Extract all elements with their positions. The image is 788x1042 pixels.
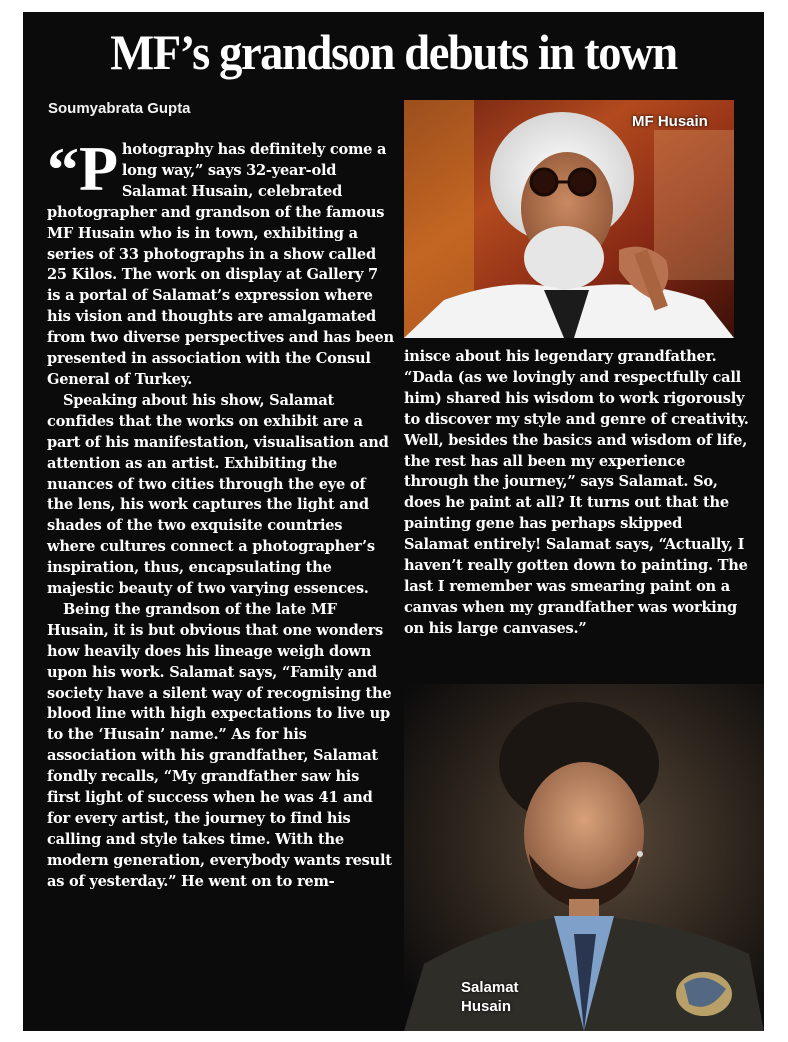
headline: MF’s grandson debuts in town	[110, 24, 677, 80]
paragraph-2: Speaking about his show, Salamat confides that the works on exhibit are a part of his manifestation, visualisation and attention as an artist. Exhibiting the nuances of two cities through the eye of the lens, his work captures the light and shades of the two exquisite countries where cultures connect a photographer’s inspiration, thus, encapsulating the majestic beauty of two varying essences.	[47, 391, 389, 598]
salamat-husain-caption: Salamat Husain	[461, 979, 519, 1015]
newspaper-page	[23, 12, 764, 1031]
salamat-husain-photo	[404, 684, 764, 1031]
drop-cap: P	[79, 133, 118, 204]
article-column-left	[47, 133, 395, 893]
open-quote-mark: “	[47, 134, 73, 205]
paragraph-1	[47, 133, 395, 391]
paragraph-3: Being the grandson of the late MF Husain, it is but obvious that one wonders how heavily does his lineage weigh down upon his work. Salamat says, “Family and society have a silent way of recognising the blood line with high expectations to live up to the ‘Husain’ name.” As for his association with his grandfather, Salamat fondly recalls, “My grandfather saw his first light of success when he was 41 and for every artist, the journey to find his calling and style takes time. With the modern generation, everybody wants result as of yesterday.” He went on to rem-	[47, 600, 392, 890]
byline: Soumyabrata Gupta	[48, 100, 191, 117]
mf-husain-caption: MF Husain	[632, 113, 708, 130]
mf-husain-photo	[404, 100, 734, 338]
paragraph-4: inisce about his legendary grandfather. “Dada (as we lovingly and respectfully call him) shared his wisdom to work rigorously to discover my style and genre of creativity. Well, besides the basics and wisdom of life, the rest has all been my experience through the journey,” says Salamat. So, does he paint at all? It turns out that the painting gene has perhaps skipped Salamat entirely! Salamat says, “Actually, I haven’t really gotten down to painting. The last I remember was smearing paint on a canvas when my grandfather was working on his large canvases.”	[404, 348, 749, 637]
article-column-right	[404, 347, 749, 640]
paragraph-1-text: hotography has definitely come a long way,” says 32-year-old Salamat Husain, celebrated photographer and grandson of the famous MF Husain who is in town, exhibiting a series of 33 photographs in a show called 25 Kilos. The work on display at Gallery 7 is a portal of Salamat’s expression where his vision and thoughts are amalgamated from two diverse perspectives and has been presented in association with the Consul General of Turkey.	[47, 141, 394, 388]
